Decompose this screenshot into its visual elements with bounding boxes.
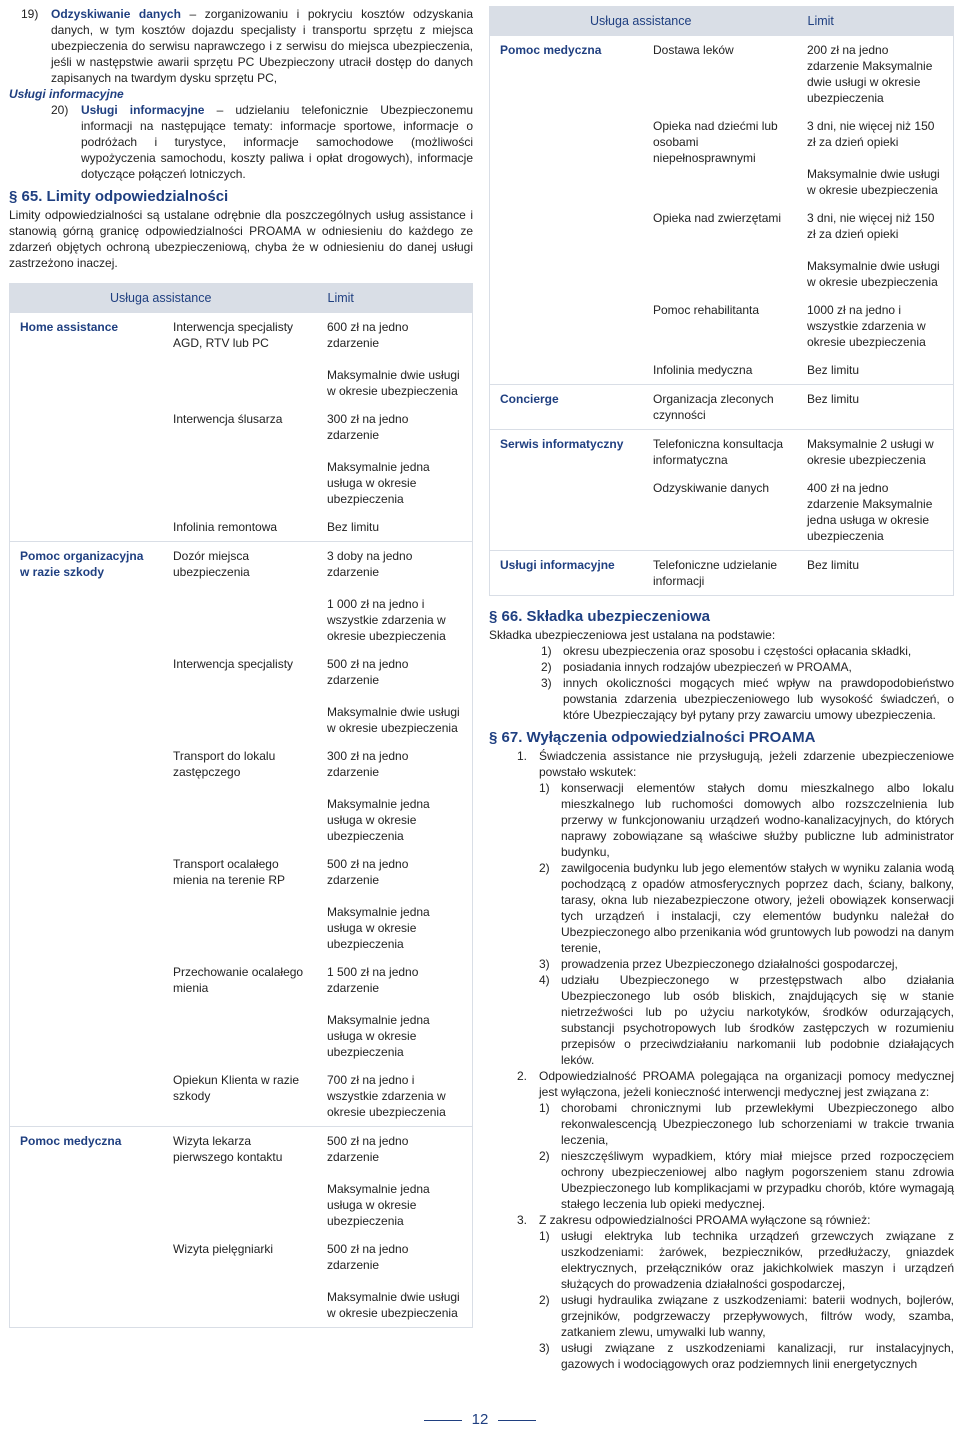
table-row [490, 551, 954, 596]
limit-text-secondary: Maksymalnie dwie usługi w okresie ubezpieczenia [327, 368, 460, 398]
category-cell [490, 296, 644, 356]
point-text: Z zakresu odpowiedzialności PROAMA wyłączone są również: [539, 1213, 871, 1227]
section-66-list [489, 643, 954, 723]
section-67-point-1 [517, 748, 954, 780]
item-text: – udzielaniu telefonicznie Ubezpieczonemu informacji na następujące tematy: informacje sportowe, informacje o podróżach i turystyce, informacje samochodowe (możliwości wypożyczenia samochodu, koszty paliwa i opłat drogowych), informacje dotyczące połączeń lotniczych. [81, 103, 473, 181]
section-67-point-3 [517, 1212, 954, 1228]
list-text: usługi związane z uszkodzeniami kanalizacji, rur instalacyjnych, gazowych i wodociągowych oraz podziemnych linii energetycznych [561, 1341, 954, 1371]
list-item [539, 780, 954, 860]
point-number: 2. [517, 1069, 528, 1083]
limit-cell [317, 1127, 473, 1236]
limit-text: 500 zł na jedno zdarzenie [327, 657, 409, 687]
category-cell: Serwis informatyczny [490, 430, 644, 475]
list-number: 2) [541, 660, 552, 674]
service-cell: Dostawa leków [643, 36, 797, 113]
right-column [489, 6, 954, 1372]
list-number: 4) [539, 973, 550, 987]
limit-text-secondary: Maksymalnie jedna usługa w okresie ubezpieczenia [327, 1182, 430, 1228]
limit-text: 3 dni, nie więcej niż 150 zł za dzień opieki [807, 119, 935, 149]
limit-text-secondary: Maksymalnie dwie usługi w okresie ubezpieczenia [327, 705, 460, 735]
list-item [539, 1148, 954, 1212]
page-number-rule-left [424, 1420, 462, 1421]
service-cell: Interwencja ślusarza [173, 412, 283, 426]
table-row [10, 1066, 473, 1127]
table-row [490, 474, 954, 551]
table-row [10, 405, 473, 513]
limit-cell [317, 850, 473, 958]
list-text: zawilgocenia budynku lub jego elementów stałych w wyniku zalania wodą pochodzącą z opadów atmosferycznych poprzez dach, ściany, balkony, tarasy, okna lub niezabezpieczone otwory, jeżeli obowiązek konserwacji tych urządzeń i instalacji, czy elementów budynku należał do Ubezpieczonego albo przenikania wód gruntowych lub powodzi na danym terenie, [561, 861, 954, 955]
list-number: 2) [539, 1293, 550, 1307]
table-row [10, 850, 473, 958]
limit-cell [317, 650, 473, 742]
category-cell [490, 474, 644, 551]
limit-cell [797, 551, 954, 596]
list-item [539, 1340, 954, 1372]
list-item-20 [9, 102, 473, 182]
service-cell: Opieka nad zwierzętami [653, 211, 782, 225]
service-cell: Pomoc rehabilitanta [653, 303, 760, 317]
limit-text: 1000 zł na jedno i wszystkie zdarzenia w okresie ubezpieczenia [807, 303, 926, 349]
category-cell: Usługi informacyjne [490, 551, 644, 596]
service-cell: Przechowanie ocalałego mienia [173, 965, 304, 995]
category-cell: Concierge [490, 385, 644, 430]
category-cell: Pomoc organizacyjna w razie szkody [10, 542, 164, 651]
limit-cell [797, 296, 954, 356]
limit-cell [317, 542, 473, 651]
section-67-point-3-list [517, 1228, 954, 1372]
item-title: Odzyskiwanie danych [51, 7, 181, 21]
list-item [539, 956, 954, 972]
point-text: Odpowiedzialność PROAMA polegająca na organizacji pomocy medycznej jest wyłączona, jeżeli konieczność interwencji medycznej jest związana z: [539, 1069, 954, 1099]
service-cell: Transport ocalałego mienia na terenie RP [173, 857, 286, 887]
list-text: usługi hydraulika związane z uszkodzeniami: baterii wodnych, bojlerów, grzejników, podgrzewaczy przepływowych, filtrów wody, szamba, zatkaniem zlewu, umywalki lub wanny, [561, 1293, 954, 1339]
service-cell: Odzyskiwanie danych [653, 481, 770, 495]
list-item [541, 643, 954, 659]
limits-table-left [9, 283, 473, 1328]
table-row [10, 1127, 473, 1236]
limit-text-secondary: Maksymalnie jedna usługa w okresie ubezpieczenia [327, 905, 430, 951]
item-title: Usługi informacyjne [81, 103, 205, 117]
limit-text: 3 doby na jedno zdarzenie [327, 549, 413, 579]
point-number: 3. [517, 1213, 528, 1227]
service-cell: Dozór miejsca ubezpieczenia [163, 542, 317, 651]
list-text: okresu ubezpieczenia oraz sposobu i częstości opłacania składki, [563, 644, 912, 658]
limit-cell [797, 385, 954, 430]
limit-text: Bez limitu [327, 520, 380, 534]
service-cell: Opiekun Klienta w razie szkody [173, 1073, 300, 1103]
list-item-19 [9, 6, 473, 86]
limit-text: 200 zł na jedno zdarzenie Maksymalnie dwie usługi w okresie ubezpieczenia [807, 43, 933, 105]
list-item [539, 1100, 954, 1148]
list-number: 1) [539, 1229, 550, 1243]
limit-cell [797, 204, 954, 296]
limit-text-secondary: 1 000 zł na jedno i wszystkie zdarzenia w okresie ubezpieczenia [327, 597, 446, 643]
limit-cell [797, 356, 954, 385]
limit-cell [317, 513, 473, 542]
limit-cell [317, 742, 473, 850]
table-row [490, 112, 954, 204]
section-67-point-2-list [517, 1100, 954, 1212]
service-cell: Interwencja specjalisty [173, 657, 294, 671]
service-cell: Interwencja specjalisty AGD, RTV lub PC [163, 313, 317, 406]
section-67-point-2 [517, 1068, 954, 1100]
limit-cell [317, 405, 473, 513]
category-cell [10, 742, 164, 850]
service-cell: Wizyta pielęgniarki [173, 1242, 274, 1256]
category-cell [10, 513, 164, 542]
section-66-intro: Składka ubezpieczeniowa jest ustalana na podstawie: [489, 628, 776, 642]
item-text: – zorganizowaniu i pokryciu kosztów odzyskania danych, w tym kosztów dojazdu specjalisty i transportu sprzętu z miejsca ubezpieczenia do serwisu naprawczego i z serwisu do miejsca ubezpieczenia, jeśli w następstwie awarii sprzętu PC Ubezpieczony utracił dostęp do danych zapisanych na twardym dysku sprzętu PC, [51, 7, 474, 85]
limit-text: 500 zł na jedno zdarzenie [327, 1242, 409, 1272]
section-65-text: Limity odpowiedzialności są ustalane odrębnie dla poszczególnych usług assistance i stanowią górną granicę odpowiedzialności PROAMA w odniesieniu do każdego ze zdarzeń objętych ochroną ubezpieczeniową, chyba że w odniesieniu do danej usługi zastrzeżono inaczej. [9, 208, 473, 270]
table-body [490, 36, 954, 596]
service-cell: Organizacja zleconych czynności [643, 385, 797, 430]
limit-text: 3 dni, nie więcej niż 150 zł za dzień opieki [807, 211, 935, 241]
list-item [539, 972, 954, 1068]
table-row [490, 356, 954, 385]
table-header-row [490, 7, 954, 36]
list-number: 1) [539, 781, 550, 795]
limit-text: 500 zł na jedno zdarzenie [327, 1134, 409, 1164]
service-cell: Infolinia medyczna [653, 363, 753, 377]
limit-text: 400 zł na jedno zdarzenie Maksymalnie jedna usługa w okresie ubezpieczenia [807, 481, 933, 543]
page-number-text: 12 [471, 1411, 489, 1428]
table-row [490, 36, 954, 113]
service-cell: Infolinia remontowa [173, 520, 278, 534]
header-service: Usługa assistance [490, 7, 798, 36]
category-cell [10, 1066, 164, 1127]
list-item [541, 675, 954, 723]
list-text: udziału Ubezpieczonego w przestępstwach albo działania Ubezpieczonego lub osób bliskich, znajdujących się w stanie nietrzeźwości lub po użyciu narkotyków, środków odurzających, substancji psychotropowych lub środków zastępczych w rozumieniu przepisów o przeciwdziałaniu narkomanii lub podobnie działających leków. [561, 973, 954, 1067]
service-cell: Telefoniczne udzielanie informacji [643, 551, 797, 596]
limit-cell [797, 36, 954, 113]
table-row [10, 313, 473, 406]
limit-text-secondary: Maksymalnie dwie usługi w okresie ubezpieczenia [807, 259, 940, 289]
limit-cell [317, 313, 473, 406]
category-cell [10, 850, 164, 958]
table-row [490, 296, 954, 356]
header-limit: Limit [317, 284, 473, 313]
list-item [541, 659, 954, 675]
list-number: 2) [539, 861, 550, 875]
limit-text: 600 zł na jedno zdarzenie [327, 320, 409, 350]
category-cell [490, 112, 644, 204]
point-number: 1. [517, 749, 528, 763]
list-number: 19) [21, 7, 39, 21]
service-cell: Wizyta lekarza pierwszego kontaktu [163, 1127, 317, 1236]
list-item [539, 1228, 954, 1292]
left-column [9, 6, 473, 1328]
list-item [539, 860, 954, 956]
category-cell [10, 1235, 164, 1328]
section-67-point-1-list [517, 780, 954, 1068]
page-number-rule-right [498, 1420, 536, 1421]
section-67-body [489, 748, 954, 1372]
limit-cell [317, 958, 473, 1066]
limit-text: 1 500 zł na jedno zdarzenie [327, 965, 419, 995]
list-text: innych okoliczności mogących mieć wpływ na prawdopodobieństwo powstania zdarzenia ubezpieczeniowego lub wysokość świadczeń, o które Ubezpieczający był pytany przy zawarciu umowy ubezpieczenia. [563, 676, 954, 722]
table-row [10, 542, 473, 651]
limit-text-secondary: Maksymalnie dwie usługi w okresie ubezpieczenia [327, 1290, 460, 1320]
limit-text: 300 zł na jedno zdarzenie [327, 749, 409, 779]
list-text: nieszczęśliwym wypadkiem, który miał miejsce przed rozpoczęciem ochrony ubezpieczeniowej albo nagłym pogorszeniem stanu zdrowia Ubezpieczonego lub komplikacjami w przypadku chorób, które wymagają stałego leczenia lub opieki medycznej. [561, 1149, 954, 1211]
table-header-row [10, 284, 473, 313]
limit-cell [797, 112, 954, 204]
list-text: chorobami chronicznymi lub przewlekłymi Ubezpieczonego albo rekonwalescencją Ubezpieczonego lub schorzeniami w trakcie trwania leczenia, [561, 1101, 954, 1147]
limits-table-right [489, 6, 954, 596]
page-number [0, 1411, 960, 1428]
category-cell [10, 958, 164, 1066]
limit-text-secondary: Maksymalnie dwie usługi w okresie ubezpieczenia [807, 167, 940, 197]
category-cell [10, 650, 164, 742]
subheading-uslugi-informacyjne: Usługi informacyjne [9, 87, 124, 101]
table-row [10, 742, 473, 850]
service-cell: Opieka nad dziećmi lub osobami niepełnosprawnymi [653, 119, 778, 165]
section-67-title: § 67. Wyłączenia odpowiedzialności PROAMA [489, 729, 816, 746]
list-number: 20) [51, 103, 69, 117]
limit-text-secondary: Maksymalnie jedna usługa w okresie ubezpieczenia [327, 460, 430, 506]
limit-text-secondary: Maksymalnie jedna usługa w okresie ubezpieczenia [327, 1013, 430, 1059]
limit-cell [797, 474, 954, 551]
list-text: usługi elektryka lub technika urządzeń grzewczych związane z uszkodzeniami: żarówek, bezpieczników, przedłużaczy, gniazdek elektrycznych, przełączników oraz jakichkolwiek maszyn i urządzeń służących do prowadzenia działalności gospodarczej, [561, 1229, 954, 1291]
section-66-title: § 66. Składka ubezpieczeniowa [489, 608, 710, 625]
limit-cell [317, 1066, 473, 1127]
limit-text: 300 zł na jedno zdarzenie [327, 412, 409, 442]
table-row [10, 958, 473, 1066]
service-cell: Transport do lokalu zastępczego [173, 749, 276, 779]
table-row [490, 385, 954, 430]
list-number: 3) [539, 1341, 550, 1355]
limit-cell [317, 1235, 473, 1328]
limit-text: Bez limitu [807, 558, 860, 572]
category-cell: Home assistance [10, 313, 164, 406]
category-cell [490, 356, 644, 385]
service-cell: Telefoniczna konsultacja informatyczna [643, 430, 797, 475]
table-row [490, 204, 954, 296]
list-number: 2) [539, 1149, 550, 1163]
list-text: posiadania innych rodzajów ubezpieczeń w PROAMA, [563, 660, 852, 674]
limit-cell [797, 430, 954, 475]
table-row [10, 650, 473, 742]
list-text: konserwacji elementów stałych domu mieszkalnego albo lokalu mieszkalnego lub ruchomości domowych albo rozszczelnienia lub przerwy w funkcjonowaniu urządzeń wodno-kanalizacyjnych, do których naprawy zobowiązane są właściwe służby publiczne lub administrator budynku, [561, 781, 954, 859]
limit-text: Maksymalnie 2 usługi w okresie ubezpieczenia [807, 437, 934, 467]
list-number: 1) [541, 644, 552, 658]
table-row [490, 430, 954, 475]
category-cell [10, 405, 164, 513]
list-number: 3) [539, 957, 550, 971]
limit-text: Bez limitu [807, 392, 860, 406]
limit-text: 500 zł na jedno zdarzenie [327, 857, 409, 887]
list-text: prowadzenia przez Ubezpieczonego działalności gospodarczej, [561, 957, 898, 971]
section-65-title: § 65. Limity odpowiedzialności [9, 188, 229, 205]
list-number: 3) [541, 676, 552, 690]
table-body [10, 313, 473, 1328]
list-item [539, 1292, 954, 1340]
limit-text: Bez limitu [807, 363, 860, 377]
table-row [10, 513, 473, 542]
point-text: Świadczenia assistance nie przysługują, jeżeli zdarzenie ubezpieczeniowe powstało wskutek: [539, 749, 954, 779]
table-row [10, 1235, 473, 1328]
category-cell: Pomoc medyczna [10, 1127, 164, 1236]
limit-text-secondary: Maksymalnie jedna usługa w okresie ubezpieczenia [327, 797, 430, 843]
category-cell: Pomoc medyczna [490, 36, 644, 113]
category-cell [490, 204, 644, 296]
header-limit: Limit [797, 7, 954, 36]
list-number: 1) [539, 1101, 550, 1115]
header-service: Usługa assistance [10, 284, 318, 313]
limit-text: 700 zł na jedno i wszystkie zdarzenia w okresie ubezpieczenia [327, 1073, 446, 1119]
